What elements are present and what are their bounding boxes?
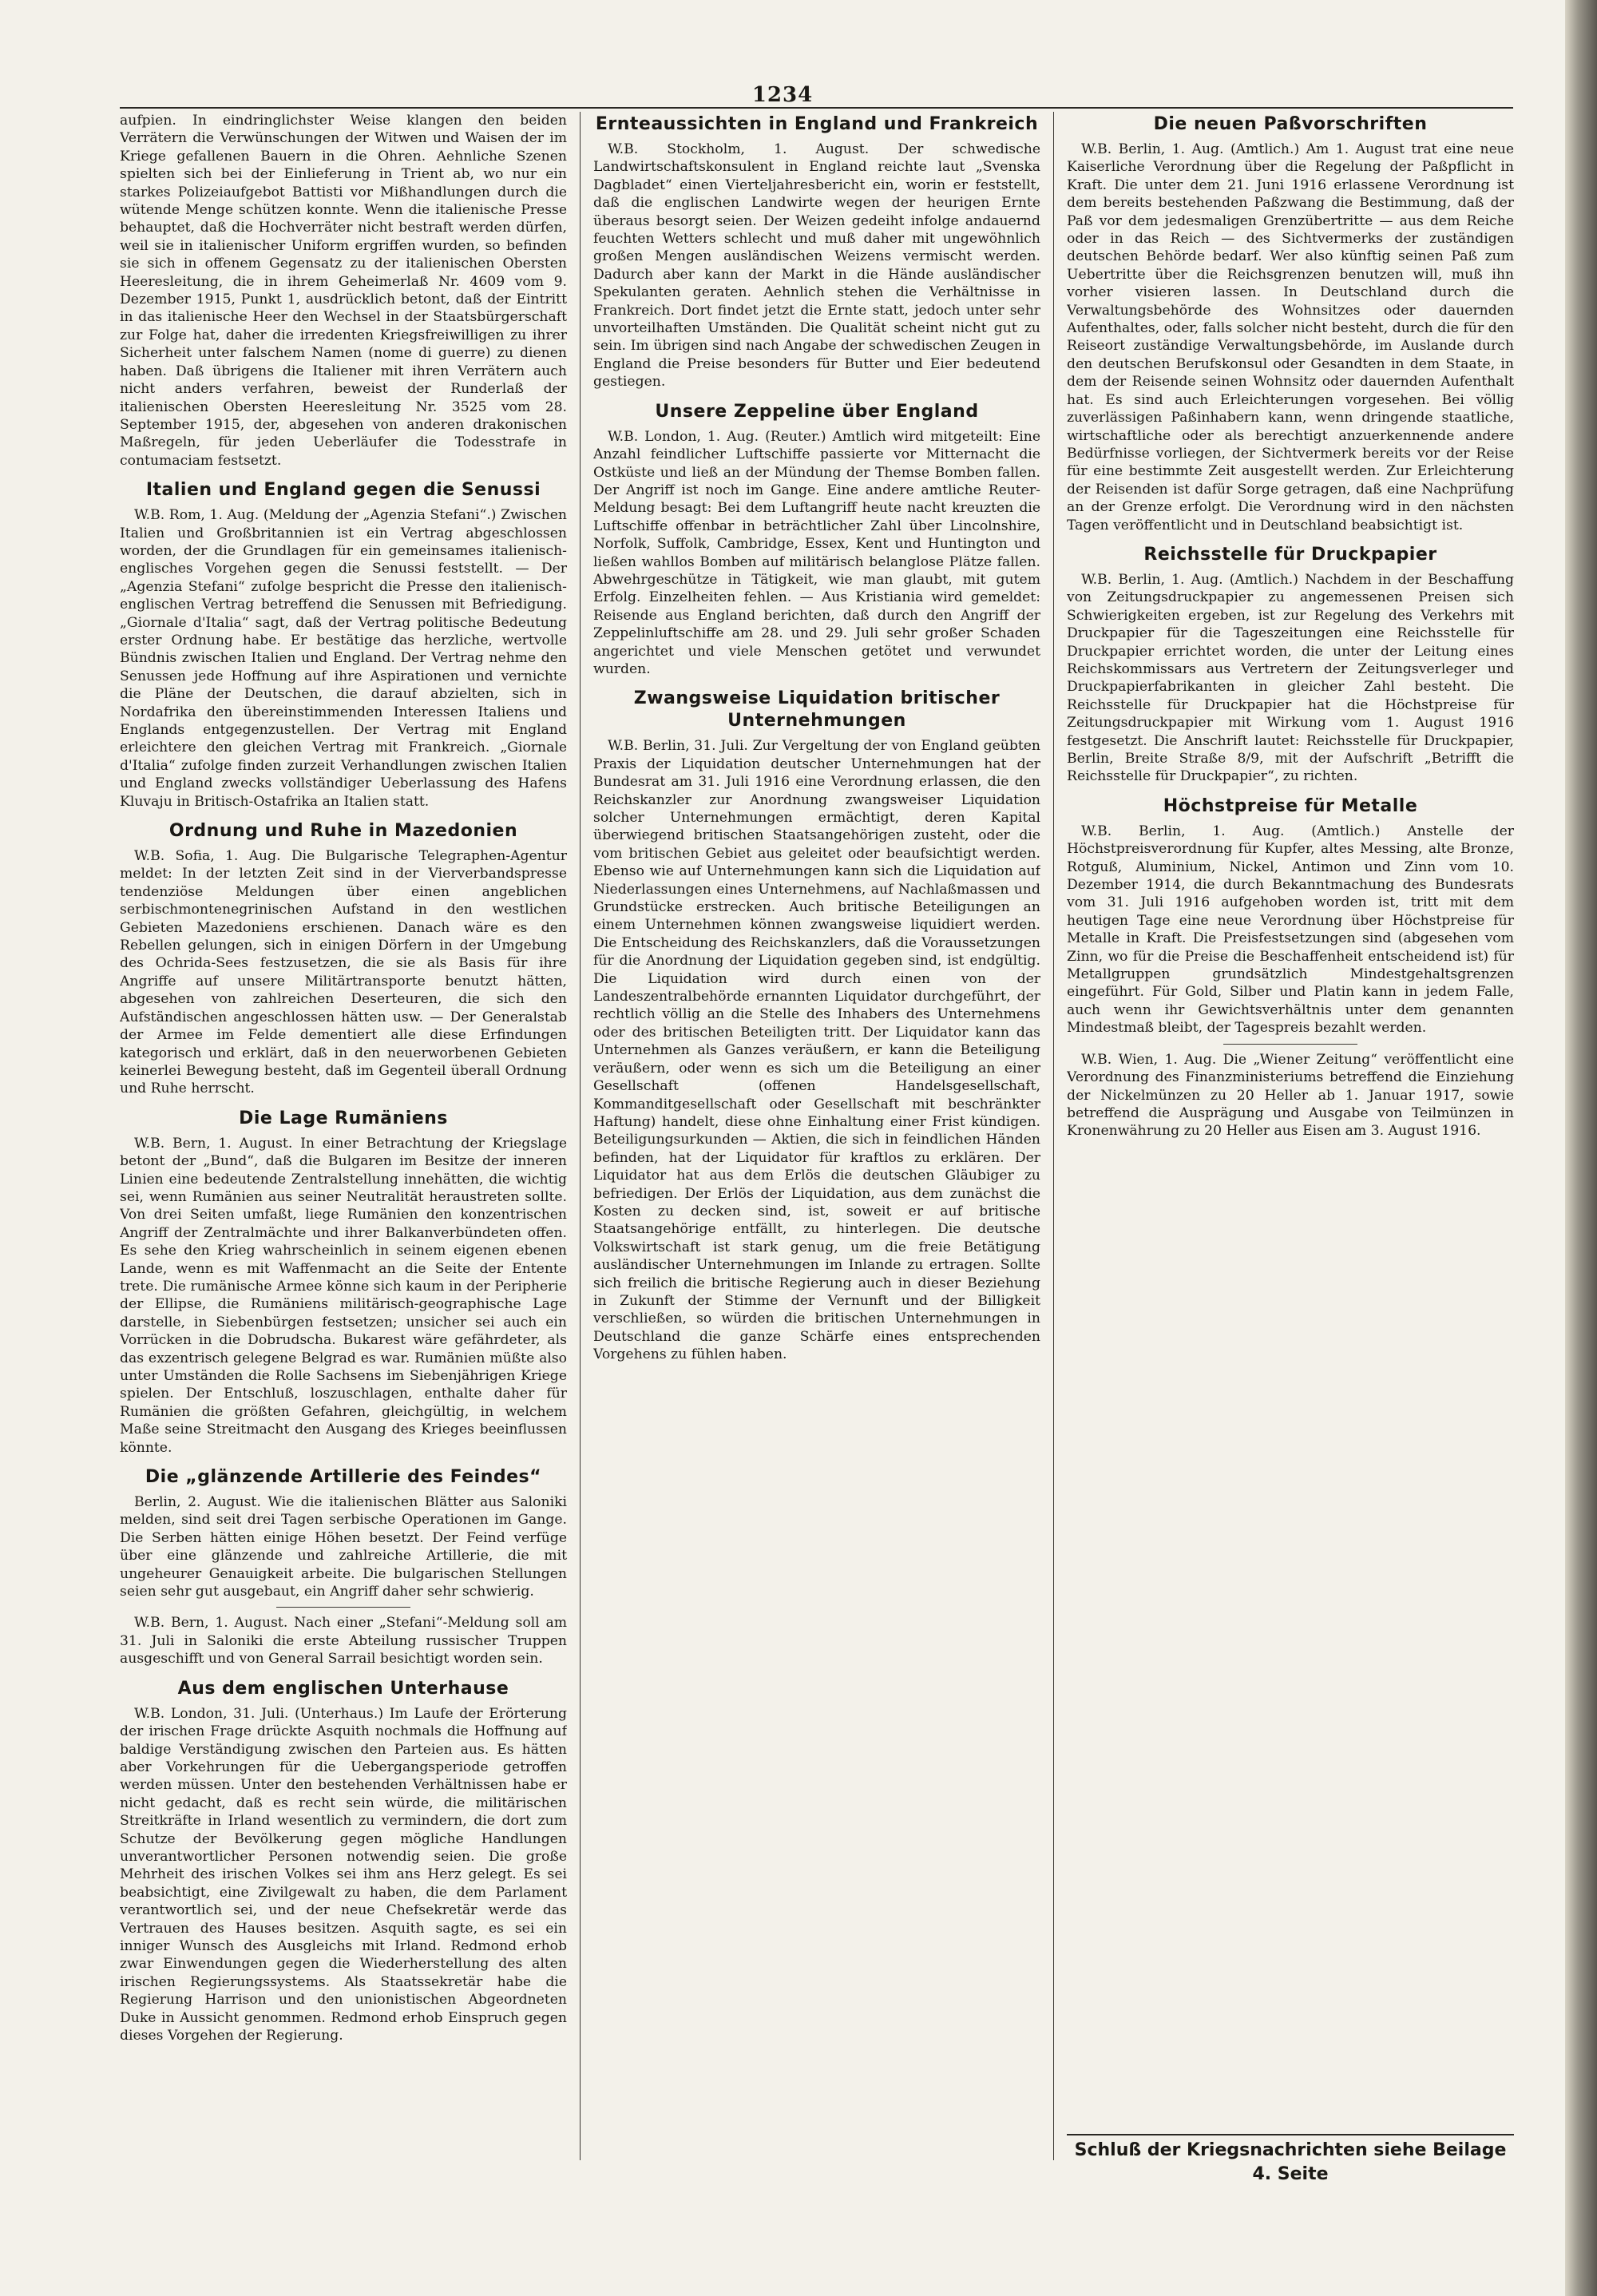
- headline-zeppeline: Unsere Zeppeline über England: [655, 401, 979, 422]
- headline-ernte: Ernteaussichten in England und Frankreich: [595, 114, 1039, 134]
- article-druckpapier: W.B. Berlin, 1. Aug. (Amtlich.) Nachdem in der Beschaffung von Zeitungsdruckpapier zu angemessenen Preisen sich Schwierigkeiten ergeben, ist zur Regelung des Verkehrs mit Druckpapier für die Tageszeitungen eine Reichsstelle für Druckpapier errichtet worden, die unter der Leitung eines Reichskommissars aus Vertretern der Zeitungsverleger und Druckpapierfabrikanten in gleicher Zahl besteht. Die Reichsstelle für Druckpapier hat die Höchstpreise für Zeitungsdruckpapier mit Wirkung vom 1. August 1916 festgesetzt. Die Anschrift lautet: Reichsstelle für Druckpapier, Berlin, Breite Straße 8/9, mit der Aufschrift „Betrifft die Reichsstelle für Druckpapier“, zu richten.: [1067, 571, 1514, 785]
- column-left: [120, 112, 567, 2164]
- divider: [1223, 1044, 1357, 1045]
- article-pass: W.B. Berlin, 1. Aug. (Amtlich.) Am 1. August trat eine neue Kaiserliche Verordnung über die Regelung der Paßpflicht in Kraft. Die unter dem 21. Juni 1916 erlassene Verordnung ist dem bereits bestehenden Paßzwang die Bestimmung, daß der Paß vor dem jedesmaligen Grenzübertritte — aus dem Reiche oder in das Reich — des Sichtvermerks der zuständigen deutschen Behörde bedarf. Wer also künftig seinen Paß zum Uebertritte über die Reichsgrenzen benutzen will, muß ihn vorher visieren lassen. In Deutschland durch die Verwaltungsbehörde des Wohnsitzes oder dauernden Aufenthaltes, oder, falls solcher nicht besteht, durch die für den Reiseort zuständige Verwaltungsbehörde, im Auslande durch den deutschen Berufskonsul oder Gesandten in dem Staate, in dem der Reisende seinen Wohnsitz oder dauernden Aufenthalt hat. Es sind auch Erleichterungen vorgesehen. Bei völlig zuverlässigen Paßinhabern kann, wenn dringende staatliche, wirtschaftliche oder als berechtigt anzuerkennende andere Bedürfnisse vorliegen, der Sichtvermerk bereits vor der Reise für eine bestimmte Zeit ausgestellt werden. Zur Erleichterung der Reisenden ist dafür Sorge getragen, daß eine Nachprüfung an der Grenze erfolgt. Die Verordnung wird in den nächsten Tagen veröffentlicht und in Deutschland beabsichtigt ist.: [1067, 141, 1514, 533]
- article-liquidation: W.B. Berlin, 31. Juli. Zur Vergeltung der von England geübten Praxis der Liquidation deutscher Unternehmungen hat der Bundesrat am 31. Juli 1916 eine Verordnung erlassen, die den Reichskanzler zur Anordnung zwangsweiser Liquidation solcher Unternehmungen ermächtigt, deren Kapital überwiegend britischen Staatsangehörigen zusteht, oder die vom britischen Gebiet aus geleitet oder beaufsichtigt werden. Ebenso wie auf Unternehmungen kann sich die Liquidation auf Niederlassungen eines Unternehmens, auf Nachlaßmassen und Grundstücke erstrecken. Auch britische Beteiligungen an einem Unternehmen können zwangsweise liquidiert werden. Die Entscheidung des Reichskanzlers, daß die Voraussetzungen für die Anordnung der Liquidation gegeben sind, ist endgültig. Die Liquidation wird durch einen von der Landeszentralbehörde ernannten Liquidator durchgeführt, der rechtlich völlig an die Stelle des Inhabers des Unternehmens oder des britischen Beteiligten tritt. Der Liquidator kann das Unternehmen als Ganzes veräußern, er kann die Beteiligung veräußern, oder wenn es sich um die Beteiligung an einer Gesellschaft (offenen Handelsgesellschaft, Kommanditgesellschaft oder Gesellschaft mit beschränkter Haftung) handelt, diese ohne Einhaltung einer Frist kündigen. Beteiligungsurkunden — Aktien, die sich in feindlichen Händen befinden, hat der Liquidator für kraftlos zu erklären. Der Liquidator hat aus dem Erlös die deutschen Gläubiger zu befriedigen. Der Erlös der Liquidation, aus dem zunächst die Kosten zu decken sind, ist, soweit er auf britische Staatsangehörige entfällt, zu hinterlegen. Die deutsche Volkswirtschaft ist stark genug, um die freie Betätigung ausländischer Unternehmungen im Inlande zu ertragen. Sollte sich freilich die britische Regierung auch in dieser Beziehung in Zukunft der Stimme der Vernunft und der Billigkeit verschließen, so würden die britischen Unternehmungen in Deutschland die ganze Schärfe eines entsprechenden Vorgehens zu fühlen haben.: [593, 738, 1040, 1363]
- article-artillerie: Berlin, 2. August. Wie die italienischen Blätter aus Saloniki melden, sind seit drei Tagen serbische Operationen im Gange. Die Serben hätten einige Höhen besetzt. Der Feind verfüge über eine glänzende und zahlreiche Artillerie, die mit ungeheurer Genauigkeit arbeite. Die bulgarischen Stellungen seien sehr gut ausgebaut, ein Angriff daher sehr schwierig.: [120, 1494, 567, 1600]
- headline-artillerie: Die „glänzende Artillerie des Feindes“: [145, 1467, 542, 1488]
- headline-unterhaus: Aus dem englischen Unterhause: [177, 1678, 509, 1699]
- headline-mazedonien: Ordnung und Ruhe in Mazedonien: [168, 821, 518, 842]
- article-wien: W.B. Wien, 1. Aug. Die „Wiener Zeitung“ veröffentlicht eine Verordnung des Finanzministeriums betreffend die Einziehung der Nickelmünzen zu 20 Heller ab 1. Januar 1917, sowie betreffend die Ausprägung und Ausgabe von Teilmünzen in Kronenwährung zu 20 Heller aus Eisen am 3. August 1916.: [1067, 1051, 1514, 1140]
- header-rule: [120, 107, 1513, 109]
- headline-rumaenien: Die Lage Rumäniens: [239, 1108, 448, 1128]
- article-zeppeline: W.B. London, 1. Aug. (Reuter.) Amtlich wird mitgeteilt: Eine Anzahl feindlicher Luftschiffe passierte vor Mitternacht die Ostküste und ließ an der Mündung der Themse Bomben fallen. Der Angriff ist noch im Gange. Eine andere amtliche Reuter-Meldung besagt: Bei dem Luftangriff heute nacht kreuzten die Luftschiffe offenbar in beträchtlicher Zahl über Lincolnshire, Norfolk, Suffolk, Cambridge, Essex, Kent und Huntington und ließen wahllos Bomben auf militärisch belanglose Plätze fallen. Abwehrgeschütze in Tätigkeit, wie man glaubt, mit gutem Erfolg. Einzelheiten fehlen. — Aus Kristiania wird gemeldet: Reisende aus England berichten, daß durch den Angriff der Zeppelinluftschiffe am 28. und 29. Juli sehr großer Schaden angerichtet und viele Menschen getötet und verwundet wurden.: [593, 428, 1040, 677]
- headline-liquidation: Zwangsweise Liquidation britischer Unternehmungen: [633, 688, 1001, 732]
- article-unterhaus: W.B. London, 31. Juli. (Unterhaus.) Im Laufe der Erörterung der irischen Frage drückte Asquith nochmals die Hoffnung auf baldige Verständigung zwischen den Parteien aus. Es hätten aber Vorkehrungen für die Uebergangsperiode getroffen werden müssen. Unter den bestehenden Verhältnissen habe er nicht gedacht, daß es recht sein würde, die militärischen Streitkräfte in Irland wesentlich zu vermindern, die dort zum Schutze der Bevölkerung gegen mögliche Handlungen unverantwortlicher Personen notwendig seien. Die große Mehrheit des irischen Volkes sei ihm ans Herz gelegt. Es sei beabsichtigt, eine Zivilgewalt zu haben, die dem Parlament verantwortlich sei, und der neue Chefsekretär werde das Vertrauen des Hauses besitzen. Asquith sagte, es sei ein inniger Wunsch des Ausgleichs mit Irland. Redmond erhob zwar Einwendungen gegen die Wiederherstellung des alten irischen Regierungssystems. Als Staatssekretär habe die Regierung Harrison und den unionistischen Abgeordneten Duke in Aussicht genommen. Redmond erhob Einspruch gegen dieses Vorgehen der Regierung.: [120, 1705, 567, 2044]
- headline-metalle: Höchstpreise für Metalle: [1163, 795, 1418, 816]
- article-saloniki: W.B. Bern, 1. August. Nach einer „Stefani“-Meldung soll am 31. Juli in Saloniki die erste Abteilung russischer Truppen ausgeschifft und von General Sarrail besichtigt worden sein.: [120, 1615, 567, 1667]
- article-senussi: W.B. Rom, 1. Aug. (Meldung der „Agenzia Stefani“.) Zwischen Italien und Großbritannien ist ein Vertrag abgeschlossen worden, der die Grundlagen für ein gemeinsames italienisch-englisches Vorgehen gegen die Senussi feststellt. — Der „Agenzia Stefani“ zufolge bespricht die Presse den italienisch-englischen Vertrag betreffend die Senussen mit Befriedigung. „Giornale d'Italia“ sagt, daß der Vertrag politische Bedeutung erster Ordnung habe. Er bestätige das herzliche, wertvolle Bündnis zwischen Italien und England. Der Vertrag nehme den Senussen jede Hoffnung auf ihre Aspirationen und vernichte die Pläne der Deutschen, die darauf abzielten, sich in Nordafrika den übereinstimmenden Interessen Italiens und Englands entgegenzustellen. Der Vertrag mit England erleichtere den gleichen Vertrag mit Frankreich. „Giornale d'Italia“ zufolge finden zurzeit Verhandlungen zwischen Italien und England zwecks vollständiger Ueberlassung des Hafens Kluvaju in Britisch-Ostafrika an Italien statt.: [120, 507, 567, 810]
- page-number: 1234: [751, 83, 814, 107]
- column-middle: [593, 112, 1040, 2164]
- column-rule: [1053, 112, 1054, 2160]
- article-continuation: aufpien. In eindringlichster Weise klangen den beiden Verrätern die Verwünschungen der Witwen und Waisen der im Kriege gefallenen Bauern in die Ohren. Aehnliche Szenen spielten sich bei der Einlieferung in Trient ab, wo nur ein starkes Polizeiaufgebot Battisti vor Mißhandlungen durch die wütende Menge schützen konnte. Wenn die italienische Presse behauptet, daß die Hochverräter nicht bestraft werden dürfen, weil sie in italienischer Uniform ergriffen wurden, so befinden sie sich in offenem Gegensatz zu der italienischen Obersten Heeresleitung, die in ihrem Geheimerlaß Nr. 4609 vom 9. Dezember 1915, Punkt 1, ausdrücklich betont, daß der Eintritt in das italienische Heer den Wechsel in der Staatsbürgerschaft zur Folge hat, daher die irredenten Kriegsfreiwilligen zu ihrer Sicherheit unter falschem Namen (nome di guerre) zu dienen haben. Daß übrigens die Italiener mit ihren Verrätern auch nicht anders verfahren, beweist der Runderlaß der italienischen Obersten Heeresleitung Nr. 3525 vom 28. September 1915, der, abgesehen von anderen drakonischen Maßregeln, für jeden Ueberläufer die Todesstrafe in contumaciam festsetzt.: [120, 113, 567, 469]
- headline-druckpapier: Reichsstelle für Druckpapier: [1143, 544, 1437, 565]
- column-right: [1067, 112, 1514, 2164]
- article-ernte: W.B. Stockholm, 1. August. Der schwedische Landwirtschaftskonsulent in England reichte laut „Svenska Dagbladet“ einen Vierteljahresbericht ein, worin er feststellt, daß die englischen Landwirte wegen der heurigen Ernte überaus besorgt seien. Der Weizen gedeiht infolge andauernd feuchten Wetters schlecht und muß daher mit ungewöhnlich großen Mengen ausländischen Weizens vermischt werden. Dadurch aber kann der Markt in die Hände ausländischer Spekulanten geraten. Aehnlich stehen die Verhältnisse in Frankreich. Dort findet jetzt die Ernte statt, jedoch unter sehr unvorteilhaften Umständen. Die Qualität scheint nicht gut zu sein. Im übrigen sind nach Angabe der schwedischen Zeugen in England die Preise besonders für Butter und Eier bedeutend gestiegen.: [593, 141, 1040, 391]
- article-metalle: W.B. Berlin, 1. Aug. (Amtlich.) Anstelle der Höchstpreisverordnung für Kupfer, altes Messing, alte Bronze, Rotguß, Aluminium, Nickel, Antimon und Zinn vom 10. Dezember 1914, die durch Bekanntmachung des Bundesrats vom 31. Juli 1916 aufgehoben worden ist, tritt mit dem heutigen Tage eine neue Verordnung über Höchstpreise für Metalle in Kraft. Die Preisfestsetzungen sind (abgesehen vom Zinn, wo für die Preise die Beschaffenheit entscheidend ist) für Metallgruppen grundsätzlich Mindestgehaltsgrenzen eingeführt. Für Gold, Silber und Platin kann in jedem Falle, auch wenn ihr Gewichtsverhältnis unter dem genannten Mindestmaß bleibt, der Tagespreis bezahlt werden.: [1067, 823, 1514, 1037]
- column-rule: [580, 112, 581, 2160]
- footer-notice: Schluß der Kriegsnachrichten siehe Beilage 4. Seite: [1067, 2134, 1514, 2187]
- article-mazedonien: W.B. Sofia, 1. Aug. Die Bulgarische Telegraphen-Agentur meldet: In der letzten Zeit sind in der Vierverbandspresse tendenziöse Meldungen über einen angeblichen serbischmontenegrinischen Aufstand in den westlichen Gebieten Mazedoniens erschienen. Danach wäre es den Rebellen gelungen, sich in einigen Dörfern in der Umgebung des Ochrida-Sees festzusetzen, die sie als Basis für ihre Angriffe auf unsere Militärtransporte benutzt hätten, abgesehen von zahlreichen Deserteuren, die sich den Aufständischen angeschlossen hätten usw. — Der Generalstab der Armee im Felde dementiert alle diese Erfindungen kategorisch und erklärt, daß in den neuerworbenen Gebieten keinerlei Bewegung besteht, daß im Gegenteil überall Ordnung und Ruhe herrscht.: [120, 848, 567, 1097]
- headline-senussi: Italien und England gegen die Senussi: [145, 480, 541, 501]
- article-rumaenien: W.B. Bern, 1. August. In einer Betrachtung der Kriegslage betont der „Bund“, daß die Bulgaren im Besitze der inneren Linien eine bedeutende Zentralstellung innehätten, die wichtig sei, wenn Rumänien aus seiner Neutralität heraustreten sollte. Von drei Seiten umfaßt, liege Rumänien den konzentrischen Angriff der Zentralmächte und ihrer Balkanverbündeten offen. Es sehe den Krieg wahrscheinlich in seinem eigenen ebenen Lande, wenn es mit Waffenmacht an die Seite der Entente trete. Die rumänische Armee könne sich kaum in der Peripherie der Ellipse, die Rumäniens militärisch-geographische Lage darstelle, in Siebenbürgen festsetzen; unsicher sei auch ein Vorrücken in die Dobrudscha. Bukarest wäre gefährdeter, als das exzentrisch gelegene Belgrad es war. Rumänien müßte also unter Umständen die Rolle Sachsens im Siebenjährigen Kriege spielen. Der Entschluß, loszuschlagen, enthalte daher für Rumänien die größten Gefahren, gleichgültig, in welchem Maße seine Streitmacht den Ausgang des Krieges beeinflussen könnte.: [120, 1135, 567, 1456]
- divider: [276, 1607, 410, 1608]
- page-edge-shadow: [1565, 0, 1597, 2296]
- headline-pass: Die neuen Paßvorschriften: [1153, 114, 1428, 134]
